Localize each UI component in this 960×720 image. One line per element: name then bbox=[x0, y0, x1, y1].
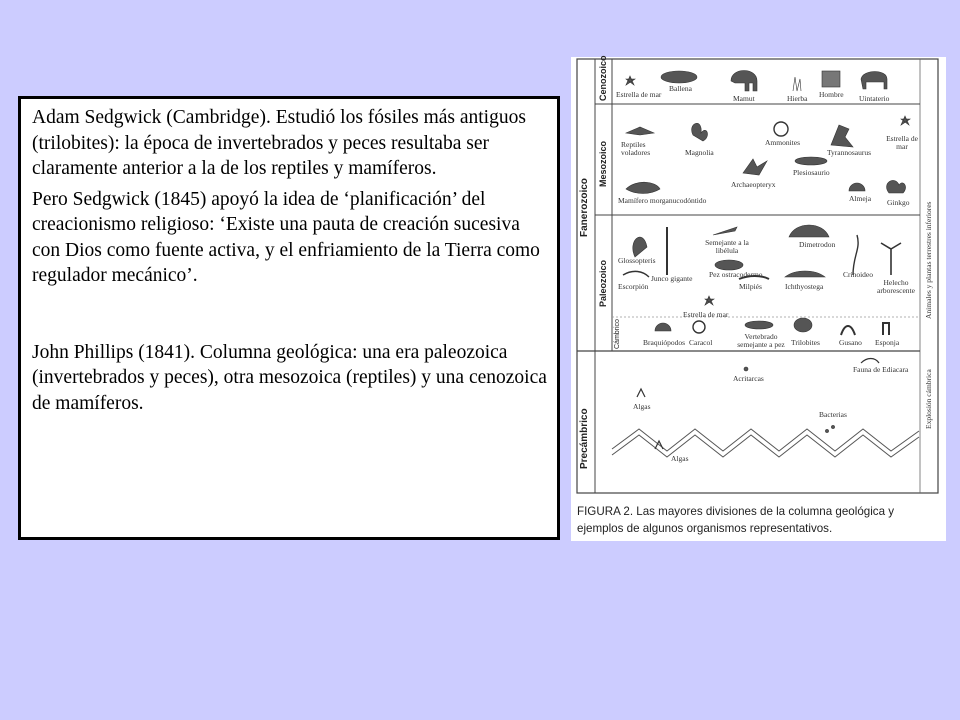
brachiopod-icon bbox=[655, 323, 671, 331]
pterosaur-icon bbox=[626, 127, 654, 135]
bacteria-icon bbox=[825, 429, 828, 432]
label-vertebrado: Vertebrado semejante a pez bbox=[737, 332, 785, 349]
text-panel bbox=[18, 96, 560, 540]
mammal-icon bbox=[626, 182, 660, 193]
figure-drawing bbox=[571, 57, 946, 541]
glossopteris-icon bbox=[633, 237, 647, 257]
whale-icon bbox=[661, 71, 697, 83]
label-estrella-mar-3: Estrella de mar bbox=[683, 310, 729, 319]
label-hombre: Hombre bbox=[819, 90, 844, 99]
ammonite-icon bbox=[774, 122, 788, 136]
label-estrella-mar-2: Estrella de mar bbox=[886, 134, 918, 151]
sponge-icon bbox=[883, 323, 889, 335]
ediacara-icon bbox=[861, 359, 879, 364]
label-reptiles-voladores: Reptiles voladores bbox=[621, 140, 651, 157]
label-ichthyostega: Ichthyostega bbox=[785, 282, 824, 291]
tree-fern-icon bbox=[881, 243, 901, 275]
snail-icon bbox=[693, 321, 705, 333]
label-ginkgo: Ginkgo bbox=[887, 198, 910, 207]
label-escorpion: Escorpión bbox=[618, 282, 649, 291]
label-uintaterio: Uintaterio bbox=[859, 94, 890, 103]
label-tyrannosaurus: Tyrannosaurus bbox=[827, 148, 872, 157]
geologic-column-figure bbox=[571, 57, 946, 541]
label-gusano: Gusano bbox=[839, 338, 862, 347]
era-label-cambrico: Cámbrico bbox=[614, 319, 621, 349]
starfish-icon bbox=[626, 76, 635, 85]
worm-icon bbox=[841, 326, 855, 335]
label-estrella-mar: Estrella de mar bbox=[616, 90, 662, 99]
label-ammonites: Ammonites bbox=[765, 138, 800, 147]
paragraph-phillips: John Phillips (1841). Columna geológica: una era paleozoica (invertebrados y peces), otra mesozoica (reptiles) y una cenozoica de mamíferos. bbox=[32, 341, 547, 414]
label-hierba: Hierba bbox=[787, 94, 808, 103]
mammoth-icon bbox=[731, 71, 757, 92]
label-algas-2: Algas bbox=[671, 454, 689, 463]
precambrian-zigzag-upper bbox=[612, 429, 919, 451]
algae-icon bbox=[637, 389, 645, 397]
label-acritarcas: Acritarcas bbox=[733, 374, 764, 383]
label-mamut: Mamut bbox=[733, 94, 755, 103]
era-label-cenozoico: Cenozoico bbox=[598, 55, 608, 101]
label-milpies: Milpiés bbox=[739, 282, 762, 291]
cenozoic-organisms bbox=[626, 71, 887, 92]
magnolia-icon bbox=[692, 123, 708, 141]
uintatherium-icon bbox=[861, 72, 887, 90]
label-magnolia: Magnolia bbox=[685, 148, 714, 157]
paragraph-sedgwick-quote: Pero Sedgwick (1845) apoyó la idea de ‘planificación’ del creacionismo religioso: ‘Existe una pauta de creación sucesiva con Dios como fuente activa, y el enfriamiento de la Tierra como regulador mecánico’. bbox=[32, 188, 540, 286]
label-pez-ostracodermo: Pez ostracodermo bbox=[709, 270, 763, 279]
starfish-icon-3 bbox=[705, 296, 714, 305]
bacteria-icon-2 bbox=[831, 425, 834, 428]
tyrannosaurus-icon bbox=[831, 125, 853, 147]
dimetrodon-icon bbox=[789, 225, 829, 237]
ginkgo-icon bbox=[887, 180, 906, 193]
label-archaeopteryx: Archaeopteryx bbox=[731, 180, 776, 189]
trilobite-icon bbox=[794, 318, 812, 332]
label-junco: Junco gigante bbox=[651, 274, 693, 283]
ichthyostega-icon bbox=[785, 271, 825, 277]
label-mamifero: Mamífero morganucodóntido bbox=[618, 196, 707, 205]
paragraph-sedgwick: Adam Sedgwick (Cambridge). Estudió los fósiles más antiguos (trilobites): la época de invertebrados y peces resultaba ser claramente anterior a la de los reptiles y mamíferos. bbox=[32, 107, 526, 179]
plesiosaur-icon bbox=[795, 157, 827, 165]
eon-label-precambrico: Precámbrico bbox=[579, 408, 590, 469]
dragonfly-icon bbox=[713, 227, 737, 235]
label-trilobites: Trilobites bbox=[791, 338, 820, 347]
human-icon bbox=[822, 71, 840, 87]
label-helecho: Helecho arborescente bbox=[877, 278, 915, 295]
side-label-explosion: Explosión cámbrica bbox=[924, 369, 933, 429]
archaeopteryx-icon bbox=[743, 159, 767, 175]
label-almeja: Almeja bbox=[849, 194, 872, 203]
ostracoderm-icon bbox=[715, 260, 743, 270]
label-semejante-libelula: Semejante a la libélula bbox=[705, 238, 749, 255]
label-plesiosaurio: Plesiosaurio bbox=[793, 168, 830, 177]
crinoid-icon bbox=[853, 235, 858, 275]
label-ballena: Ballena bbox=[669, 84, 692, 93]
label-glossopteris: Glossopteris bbox=[618, 256, 656, 265]
clam-icon bbox=[849, 183, 865, 191]
label-caracol: Caracol bbox=[689, 338, 713, 347]
eon-label-fanerozoico: Fanerozoico bbox=[579, 178, 590, 237]
label-fauna-ediacara: Fauna de Ediacara bbox=[853, 365, 909, 374]
precambrian-organisms bbox=[637, 359, 879, 450]
label-crinoideo: Crinoideo bbox=[843, 270, 873, 279]
figure-caption: FIGURA 2. Las mayores divisiones de la columna geológica y ejemplos de algunos organismos representativos. bbox=[577, 505, 895, 535]
label-dimetrodon: Dimetrodon bbox=[799, 240, 836, 249]
scorpion-icon bbox=[623, 271, 649, 277]
fishlike-vertebrate-icon bbox=[745, 321, 773, 329]
side-label-animales: Animales y plantas terrestres inferiores bbox=[924, 201, 933, 319]
grass-icon bbox=[793, 77, 801, 91]
label-algas: Algas bbox=[633, 402, 651, 411]
label-bacterias: Bacterias bbox=[819, 410, 847, 419]
label-esponja: Esponja bbox=[875, 338, 900, 347]
label-braquiopodos: Braquiópodos bbox=[643, 338, 686, 347]
era-label-mesozoico: Mesozoico bbox=[598, 140, 608, 187]
acritarch-icon bbox=[744, 367, 748, 371]
starfish-icon-2 bbox=[901, 116, 910, 125]
precambrian-zigzag-lower bbox=[612, 435, 919, 457]
era-label-paleozoico: Paleozoico bbox=[598, 259, 608, 307]
